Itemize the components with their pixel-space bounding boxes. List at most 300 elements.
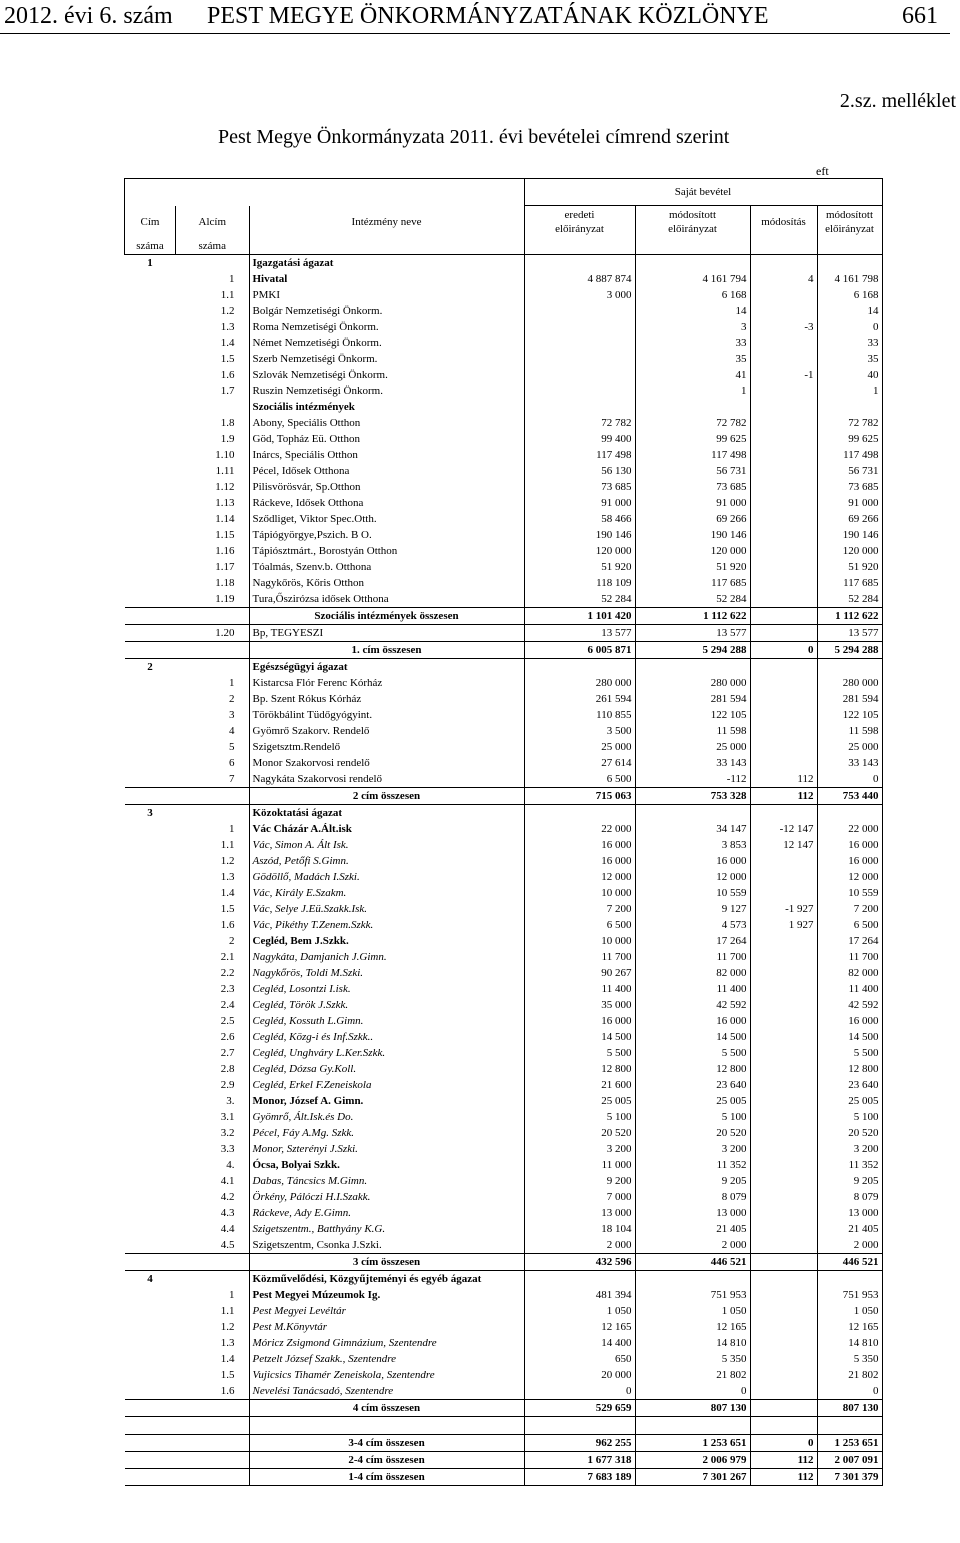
row-name: Vác, Király E.Szakm. bbox=[249, 885, 524, 901]
row-value bbox=[750, 1287, 817, 1303]
table-row bbox=[125, 575, 883, 591]
row-name: 3 cím összesen bbox=[249, 1253, 524, 1270]
row-value bbox=[750, 607, 817, 624]
row-cim bbox=[125, 739, 176, 755]
row-value bbox=[817, 254, 882, 271]
row-alcim bbox=[176, 787, 250, 804]
row-value: 14 500 bbox=[635, 1029, 750, 1045]
row-value: 51 920 bbox=[635, 559, 750, 575]
row-alcim: 1.8 bbox=[220, 416, 235, 429]
table-row bbox=[125, 981, 883, 997]
row-value: 5 294 288 bbox=[817, 641, 882, 658]
row-value bbox=[817, 399, 882, 415]
row-value: 52 284 bbox=[524, 591, 635, 608]
table-row bbox=[125, 707, 883, 723]
row-value: 0 bbox=[750, 1434, 817, 1451]
row-value bbox=[750, 1416, 817, 1434]
row-name: 3-4 cím összesen bbox=[249, 1434, 524, 1451]
row-alcim: 1.2 bbox=[220, 854, 235, 867]
row-value: 112 bbox=[750, 1468, 817, 1485]
row-alcim: 1.1 bbox=[220, 1304, 235, 1317]
table-row bbox=[125, 1157, 883, 1173]
row-value: 20 520 bbox=[817, 1125, 882, 1141]
row-cim bbox=[125, 853, 176, 869]
row-value: 91 000 bbox=[817, 495, 882, 511]
row-value: 117 498 bbox=[817, 447, 882, 463]
table-body bbox=[125, 254, 883, 1485]
row-name: Abony, Speciális Otthon bbox=[249, 415, 524, 431]
table-row bbox=[125, 821, 883, 837]
row-value: 52 284 bbox=[635, 591, 750, 608]
row-alcim: 1.2 bbox=[220, 1320, 235, 1333]
row-alcim: 2.3 bbox=[220, 982, 235, 995]
row-cim bbox=[125, 1451, 176, 1468]
header-divider bbox=[0, 33, 950, 34]
row-alcim bbox=[176, 1399, 250, 1416]
row-value bbox=[524, 367, 635, 383]
table-row bbox=[125, 933, 883, 949]
row-value bbox=[750, 869, 817, 885]
table-row bbox=[125, 675, 883, 691]
table-row bbox=[125, 1141, 883, 1157]
row-value bbox=[817, 1416, 882, 1434]
row-value bbox=[750, 1253, 817, 1270]
row-value: 72 782 bbox=[524, 415, 635, 431]
row-value: 1 927 bbox=[750, 917, 817, 933]
row-name: Sződliget, Viktor Spec.Otth. bbox=[249, 511, 524, 527]
row-name: Aszód, Petőfi S.Gimn. bbox=[249, 853, 524, 869]
row-value: 11 400 bbox=[635, 981, 750, 997]
row-value bbox=[750, 399, 817, 415]
row-value: 12 000 bbox=[524, 869, 635, 885]
row-value: 14 810 bbox=[817, 1335, 882, 1351]
row-alcim bbox=[176, 1416, 250, 1434]
table-row bbox=[125, 1109, 883, 1125]
row-value: 16 000 bbox=[524, 1013, 635, 1029]
row-alcim: 4 bbox=[229, 724, 235, 737]
row-alcim bbox=[176, 641, 250, 658]
row-alcim: 4.2 bbox=[220, 1190, 235, 1203]
table-row bbox=[125, 869, 883, 885]
row-value: 16 000 bbox=[524, 837, 635, 853]
row-alcim: 2.8 bbox=[220, 1062, 235, 1075]
row-cim bbox=[125, 1141, 176, 1157]
row-cim bbox=[125, 885, 176, 901]
row-value: 7 000 bbox=[524, 1189, 635, 1205]
row-alcim bbox=[176, 399, 250, 415]
row-alcim: 1.7 bbox=[220, 384, 235, 397]
row-value bbox=[750, 1013, 817, 1029]
row-value: 481 394 bbox=[524, 1287, 635, 1303]
row-value: 1 101 420 bbox=[524, 607, 635, 624]
row-cim bbox=[125, 1434, 176, 1451]
row-cim bbox=[125, 723, 176, 739]
row-cim bbox=[125, 837, 176, 853]
row-value: 14 810 bbox=[635, 1335, 750, 1351]
row-name: Pest M.Könyvtár bbox=[249, 1319, 524, 1335]
row-alcim: 1.19 bbox=[215, 592, 235, 605]
group-header: Saját bevétel bbox=[524, 179, 882, 206]
row-alcim: 1.1 bbox=[220, 838, 235, 851]
row-value: 13 000 bbox=[635, 1205, 750, 1221]
col-change: módosítás bbox=[750, 206, 817, 238]
row-name: Tura,Őszirózsa idősek Otthona bbox=[249, 591, 524, 608]
row-value bbox=[750, 447, 817, 463]
row-value: 117 685 bbox=[817, 575, 882, 591]
row-alcim: 1.3 bbox=[220, 1336, 235, 1349]
row-alcim: 1.17 bbox=[215, 560, 235, 573]
row-value bbox=[750, 675, 817, 691]
row-alcim: 1.5 bbox=[220, 352, 235, 365]
table-row bbox=[125, 658, 883, 675]
row-value: 7 301 267 bbox=[635, 1468, 750, 1485]
row-value bbox=[750, 1045, 817, 1061]
table-row bbox=[125, 1125, 883, 1141]
row-cim: 4 bbox=[147, 1272, 153, 1285]
row-cim bbox=[125, 1077, 176, 1093]
row-value: 51 920 bbox=[817, 559, 882, 575]
row-value bbox=[750, 335, 817, 351]
row-value: 56 731 bbox=[817, 463, 882, 479]
row-value: 117 498 bbox=[524, 447, 635, 463]
row-name: Göd, Topház Eü. Otthon bbox=[249, 431, 524, 447]
row-cim bbox=[125, 1367, 176, 1383]
row-alcim: 1.6 bbox=[220, 918, 235, 931]
header-row-columns bbox=[125, 206, 883, 238]
row-value: 73 685 bbox=[817, 479, 882, 495]
row-cim bbox=[125, 1287, 176, 1303]
row-value bbox=[750, 1351, 817, 1367]
row-name: Monor Szakorvosi rendelő bbox=[249, 755, 524, 771]
col-cim: Cím bbox=[125, 206, 176, 238]
row-value bbox=[750, 804, 817, 821]
table-row bbox=[125, 1351, 883, 1367]
row-value bbox=[750, 1141, 817, 1157]
row-cim bbox=[125, 479, 176, 495]
table-row bbox=[125, 543, 883, 559]
row-alcim: 2.6 bbox=[220, 1030, 235, 1043]
row-cim bbox=[125, 495, 176, 511]
row-value: 12 800 bbox=[524, 1061, 635, 1077]
row-cim bbox=[125, 1319, 176, 1335]
table-row bbox=[125, 1253, 883, 1270]
row-value: 751 953 bbox=[817, 1287, 882, 1303]
row-name: Egészségügyi ágazat bbox=[249, 658, 524, 675]
row-value: 9 200 bbox=[524, 1173, 635, 1189]
row-cim: 2 bbox=[147, 660, 153, 673]
row-value: 27 614 bbox=[524, 755, 635, 771]
row-name: Pest Megyei Múzeumok Ig. bbox=[249, 1287, 524, 1303]
row-value: 120 000 bbox=[524, 543, 635, 559]
row-name: Cegléd, Török J.Szkk. bbox=[249, 997, 524, 1013]
col-alcim: Alcím bbox=[176, 206, 250, 238]
row-value bbox=[750, 383, 817, 399]
row-value: 17 264 bbox=[635, 933, 750, 949]
row-value bbox=[750, 755, 817, 771]
row-value: -12 147 bbox=[750, 821, 817, 837]
row-value: 122 105 bbox=[635, 707, 750, 723]
row-value: 4 bbox=[750, 271, 817, 287]
row-value bbox=[750, 691, 817, 707]
row-alcim: 2.4 bbox=[220, 998, 235, 1011]
row-alcim: 2.5 bbox=[220, 1014, 235, 1027]
row-value: 5 100 bbox=[635, 1109, 750, 1125]
table-row bbox=[125, 527, 883, 543]
row-cim bbox=[125, 1173, 176, 1189]
row-value bbox=[524, 804, 635, 821]
row-value: 9 127 bbox=[635, 901, 750, 917]
row-value bbox=[635, 1416, 750, 1434]
row-value bbox=[750, 981, 817, 997]
table-row bbox=[125, 607, 883, 624]
row-cim bbox=[125, 303, 176, 319]
row-cim bbox=[125, 933, 176, 949]
row-value: 25 000 bbox=[817, 739, 882, 755]
row-value bbox=[750, 1093, 817, 1109]
row-alcim: 2 bbox=[229, 692, 235, 705]
row-value: 35 bbox=[817, 351, 882, 367]
row-alcim bbox=[176, 1253, 250, 1270]
row-value: 529 659 bbox=[524, 1399, 635, 1416]
row-alcim: 1.5 bbox=[220, 1368, 235, 1381]
table-row bbox=[125, 1093, 883, 1109]
row-value bbox=[524, 1416, 635, 1434]
row-alcim: 7 bbox=[229, 772, 235, 785]
row-name: Ruszin Nemzetiségi Önkorm. bbox=[249, 383, 524, 399]
row-alcim: 1.9 bbox=[220, 432, 235, 445]
row-value: 21 802 bbox=[817, 1367, 882, 1383]
row-alcim: 1.4 bbox=[220, 336, 235, 349]
row-value: 6 168 bbox=[635, 287, 750, 303]
col-cim-sub: száma bbox=[125, 238, 176, 255]
row-value bbox=[750, 949, 817, 965]
row-cim bbox=[125, 1205, 176, 1221]
row-value bbox=[524, 319, 635, 335]
row-value bbox=[750, 1157, 817, 1173]
row-value: 190 146 bbox=[635, 527, 750, 543]
row-value: 82 000 bbox=[635, 965, 750, 981]
row-value: 4 573 bbox=[635, 917, 750, 933]
row-value: 73 685 bbox=[524, 479, 635, 495]
row-value: 3 500 bbox=[524, 723, 635, 739]
row-value: 33 143 bbox=[817, 755, 882, 771]
row-alcim: 5 bbox=[229, 740, 235, 753]
row-alcim: 1.3 bbox=[220, 320, 235, 333]
row-cim bbox=[125, 1045, 176, 1061]
row-value bbox=[750, 1109, 817, 1125]
row-value bbox=[750, 1221, 817, 1237]
row-value bbox=[750, 431, 817, 447]
row-value bbox=[750, 965, 817, 981]
row-value: 73 685 bbox=[635, 479, 750, 495]
row-value: 0 bbox=[817, 1383, 882, 1400]
row-value bbox=[750, 1125, 817, 1141]
row-value: 56 731 bbox=[635, 463, 750, 479]
row-value: 11 700 bbox=[524, 949, 635, 965]
row-value: 1 112 622 bbox=[817, 607, 882, 624]
row-value: 12 800 bbox=[817, 1061, 882, 1077]
row-cim bbox=[125, 1416, 176, 1434]
row-value: 25 000 bbox=[524, 739, 635, 755]
row-value: 42 592 bbox=[817, 997, 882, 1013]
row-alcim: 4.3 bbox=[220, 1206, 235, 1219]
row-value bbox=[750, 1205, 817, 1221]
row-value: 1 bbox=[817, 383, 882, 399]
unit-label: eft bbox=[816, 164, 829, 178]
row-name: Vác, Simon A. Ált Isk. bbox=[249, 837, 524, 853]
row-name: 2-4 cím összesen bbox=[249, 1451, 524, 1468]
row-value: 99 625 bbox=[635, 431, 750, 447]
row-name: 1. cím összesen bbox=[249, 641, 524, 658]
row-value: 807 130 bbox=[635, 1399, 750, 1416]
row-name: Roma Nemzetiségi Önkorm. bbox=[249, 319, 524, 335]
table-row bbox=[125, 1287, 883, 1303]
row-cim bbox=[125, 399, 176, 415]
annex-label: 2.sz. melléklet bbox=[839, 90, 956, 112]
row-value: 33 bbox=[817, 335, 882, 351]
row-alcim bbox=[176, 607, 250, 624]
row-value bbox=[750, 658, 817, 675]
table-row bbox=[125, 591, 883, 608]
row-value bbox=[817, 1270, 882, 1287]
table-row bbox=[125, 335, 883, 351]
row-cim bbox=[125, 575, 176, 591]
table-row bbox=[125, 1399, 883, 1416]
row-value: 190 146 bbox=[524, 527, 635, 543]
row-name: PMKI bbox=[249, 287, 524, 303]
table-row bbox=[125, 351, 883, 367]
row-value: 14 bbox=[635, 303, 750, 319]
row-value: 25 005 bbox=[817, 1093, 882, 1109]
row-alcim: 1.20 bbox=[215, 626, 235, 639]
row-value bbox=[635, 804, 750, 821]
row-alcim: 1.4 bbox=[220, 1352, 235, 1365]
row-value: 5 500 bbox=[817, 1045, 882, 1061]
col-original: eredeti előirányzat bbox=[524, 206, 635, 238]
row-alcim: 2.1 bbox=[220, 950, 235, 963]
row-name: Hivatal bbox=[249, 271, 524, 287]
row-value: 120 000 bbox=[817, 543, 882, 559]
row-value: 16 000 bbox=[524, 853, 635, 869]
row-value: 8 079 bbox=[635, 1189, 750, 1205]
row-value bbox=[750, 415, 817, 431]
col-name: Intézmény neve bbox=[249, 206, 524, 238]
row-cim bbox=[125, 1399, 176, 1416]
table-row bbox=[125, 1416, 883, 1434]
row-value: 2 000 bbox=[524, 1237, 635, 1254]
row-name: Cegléd, Dózsa Gy.Koll. bbox=[249, 1061, 524, 1077]
row-value: 9 205 bbox=[817, 1173, 882, 1189]
row-value bbox=[750, 1061, 817, 1077]
row-value bbox=[635, 399, 750, 415]
row-value: 261 594 bbox=[524, 691, 635, 707]
row-value: 11 700 bbox=[635, 949, 750, 965]
table-row bbox=[125, 917, 883, 933]
row-value: 11 400 bbox=[817, 981, 882, 997]
table-row bbox=[125, 1189, 883, 1205]
row-value: 280 000 bbox=[524, 675, 635, 691]
row-value bbox=[750, 1029, 817, 1045]
row-value: 3 200 bbox=[524, 1141, 635, 1157]
table-row bbox=[125, 1383, 883, 1400]
row-cim bbox=[125, 641, 176, 658]
table-row bbox=[125, 1061, 883, 1077]
table-row bbox=[125, 997, 883, 1013]
row-value: 1 bbox=[635, 383, 750, 399]
table-row bbox=[125, 691, 883, 707]
row-alcim: 1.12 bbox=[215, 480, 235, 493]
row-cim bbox=[125, 511, 176, 527]
row-value bbox=[524, 399, 635, 415]
row-name: Nagykőrös, Kőris Otthon bbox=[249, 575, 524, 591]
row-value: 432 596 bbox=[524, 1253, 635, 1270]
table-row bbox=[125, 885, 883, 901]
row-value: 22 000 bbox=[524, 821, 635, 837]
row-alcim bbox=[176, 804, 250, 821]
row-value: 99 625 bbox=[817, 431, 882, 447]
row-value: 40 bbox=[817, 367, 882, 383]
row-name: Inárcs, Speciális Otthon bbox=[249, 447, 524, 463]
table-row bbox=[125, 479, 883, 495]
row-alcim: 1.4 bbox=[220, 886, 235, 899]
col-modified: módosított előirányzat bbox=[635, 206, 750, 238]
row-name: Közművelődési, Közgyűjteményi és egyéb ágazat bbox=[249, 1270, 524, 1287]
row-name: Szigetszentm, Csonka J.Szki. bbox=[249, 1237, 524, 1254]
publication-title: PEST MEGYE ÖNKORMÁNYZATÁNAK KÖZLÖNYE bbox=[207, 3, 769, 29]
row-cim bbox=[125, 527, 176, 543]
row-value: 9 205 bbox=[635, 1173, 750, 1189]
row-alcim bbox=[176, 1434, 250, 1451]
row-name: Cegléd, Unghváry L.Ker.Szkk. bbox=[249, 1045, 524, 1061]
row-value: 751 953 bbox=[635, 1287, 750, 1303]
row-name: 4 cím összesen bbox=[249, 1399, 524, 1416]
table-row bbox=[125, 383, 883, 399]
row-cim bbox=[125, 1157, 176, 1173]
page-number: 661 bbox=[902, 3, 938, 29]
row-value: 190 146 bbox=[817, 527, 882, 543]
row-value: 33 143 bbox=[635, 755, 750, 771]
row-value: 0 bbox=[817, 771, 882, 788]
row-name: Cegléd, Erkel F.Zeneiskola bbox=[249, 1077, 524, 1093]
header-row-group bbox=[125, 179, 883, 206]
row-value: 10 559 bbox=[635, 885, 750, 901]
table-row bbox=[125, 495, 883, 511]
row-value: 0 bbox=[817, 319, 882, 335]
row-value bbox=[750, 543, 817, 559]
table-row bbox=[125, 1335, 883, 1351]
row-cim bbox=[125, 1061, 176, 1077]
table-row bbox=[125, 1237, 883, 1254]
table-row bbox=[125, 1303, 883, 1319]
table-row bbox=[125, 1205, 883, 1221]
row-value bbox=[750, 351, 817, 367]
row-value: 715 063 bbox=[524, 787, 635, 804]
row-cim bbox=[125, 287, 176, 303]
row-name: Monor, József A. Gimn. bbox=[249, 1093, 524, 1109]
row-value bbox=[750, 463, 817, 479]
row-value: 13 000 bbox=[524, 1205, 635, 1221]
row-value: 25 005 bbox=[524, 1093, 635, 1109]
row-value: 13 577 bbox=[635, 624, 750, 641]
row-cim bbox=[125, 367, 176, 383]
table-row bbox=[125, 1221, 883, 1237]
row-name: Kistarcsa Flór Ferenc Kórház bbox=[249, 675, 524, 691]
table-row bbox=[125, 1468, 883, 1485]
row-cim bbox=[125, 319, 176, 335]
row-value: 20 000 bbox=[524, 1367, 635, 1383]
row-cim bbox=[125, 415, 176, 431]
row-value bbox=[524, 658, 635, 675]
